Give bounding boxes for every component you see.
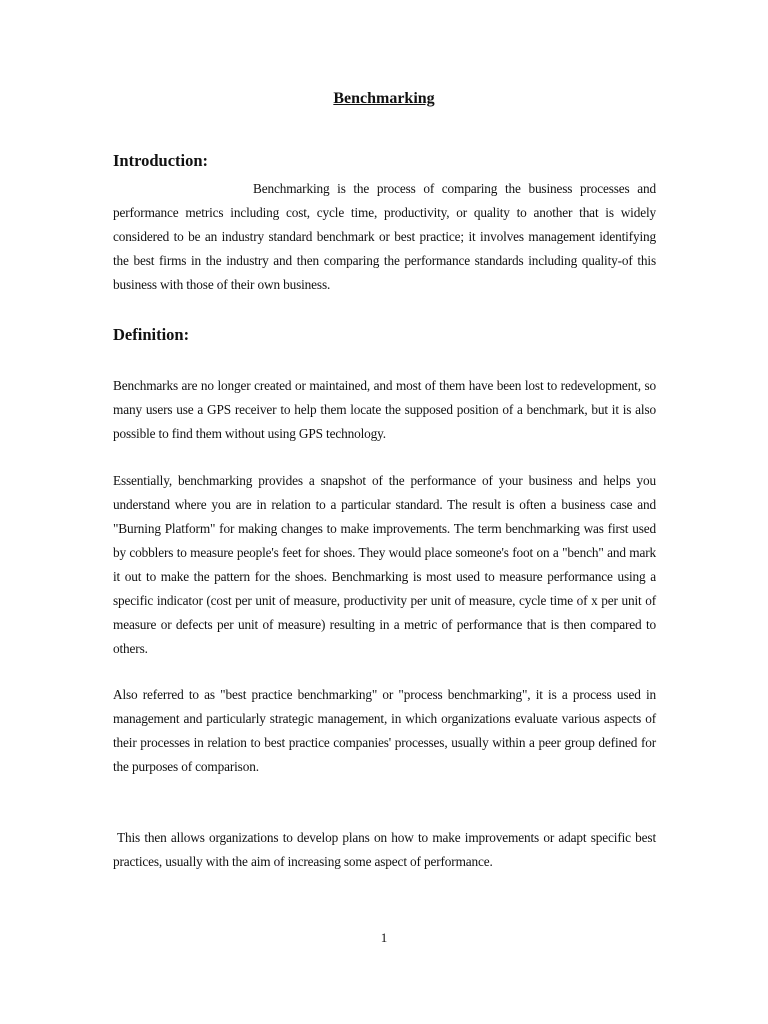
definition-paragraph-2: Essentially, benchmarking provides a snapshot of the performance of your business and helps you understand where you are in relation to a particular standard. The result is often a business case and "Burning Platform" for making changes to make improvements. The term benchmarking was first used by cobblers to measure people's feet for shoes. They would place someone's foot on a "bench" and mark it out to make the pattern for the shoes. Benchmarking is most used to measure performance using a specific indicator (cost per unit of measure, productivity per unit of measure, cycle time of x per unit of measure or defects per unit of measure) resulting in a metric of performance that is then compared to others.: [113, 473, 656, 656]
introduction-heading: Introduction:: [113, 151, 209, 170]
page-number: 1: [380, 930, 388, 945]
document-title: Benchmarking: [333, 90, 435, 107]
definition-paragraph-4: This then allows organizations to develop plans on how to make improvements or adapt specific best practices, usually with the aim of increasing some aspect of performance.: [113, 830, 656, 869]
definition-heading: Definition:: [113, 325, 190, 344]
definition-paragraph-3: Also referred to as "best practice benchmarking" or "process benchmarking", it is a process used in management and particularly strategic management, in which organizations evaluate various aspects of their processes in relation to best practice companies' processes, usually within a peer group defined for the purposes of comparison.: [113, 687, 656, 774]
introduction-paragraph: Benchmarking is the process of comparing the business processes and performance metrics including cost, cycle time, productivity, or quality to another that is widely considered to be an industry standard benchmark or best practice; it involves management identifying the best firms in the industry and then comparing the performance standards including quality-of this business with those of their own business.: [113, 181, 656, 292]
definition-paragraph-1: Benchmarks are no longer created or maintained, and most of them have been lost to redevelopment, so many users use a GPS receiver to help them locate the supposed position of a benchmark, but it is also possible to find them without using GPS technology.: [113, 378, 656, 441]
